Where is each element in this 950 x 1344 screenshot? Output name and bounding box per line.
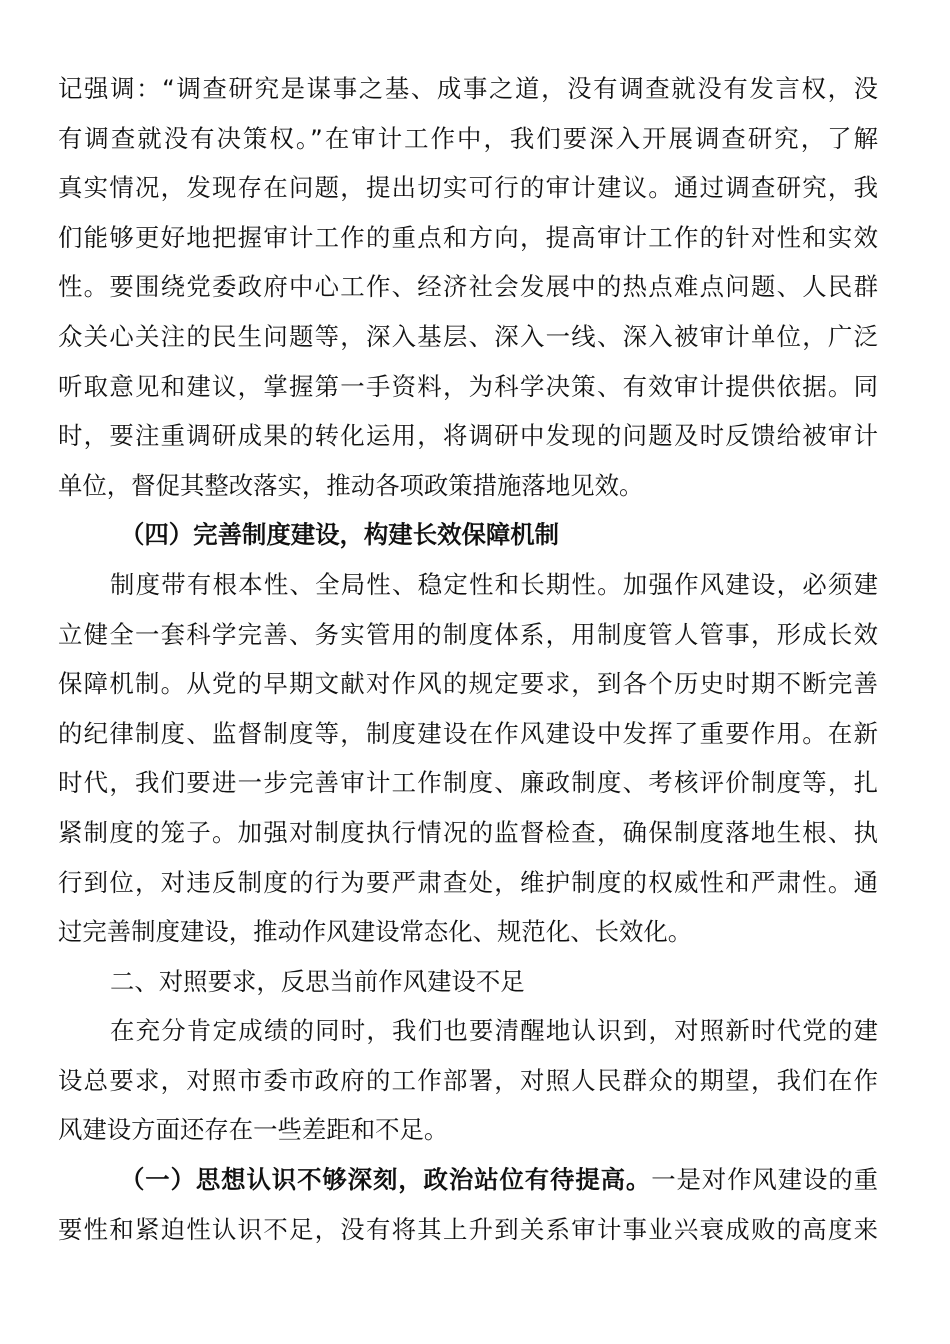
- text-line: 风建设方面还存在一些差距和不足。: [58, 1115, 449, 1145]
- text-line: 记强调：“调查研究是谋事之基、成事之道，没有调查就没有发言权，没: [58, 74, 878, 103]
- section-heading-4: （四）完善制度建设，构建长效保障机制: [120, 520, 560, 550]
- section-2-heading: 二、对照要求，反思当前作风建设不足: [110, 966, 525, 996]
- text-line: 立健全一套科学完善、务实管用的制度体系，用制度管人管事，形成长效: [58, 619, 878, 649]
- subheading-1-bold: （一）思想认识不够深刻，政治站位有待提高。: [120, 1165, 652, 1195]
- text-line: 的纪律制度、监督制度等，制度建设在作风建设中发挥了重要作用。在新: [58, 718, 878, 748]
- text-line: 制度带有根本性、全局性、稳定性和长期性。加强作风建设，必须建: [110, 569, 878, 599]
- text-line: 有调查就没有决策权。”在审计工作中，我们要深入开展调查研究，了解: [58, 123, 878, 153]
- text-line: 听取意见和建议，掌握第一手资料，为科学决策、有效审计提供依据。同: [58, 371, 878, 401]
- text-line: 们能够更好地把握审计工作的重点和方向，提高审计工作的针对性和实效: [58, 222, 878, 252]
- paragraph-investigation: [58, 64, 878, 510]
- subheading-1-rest: 一是对作风建设的重: [651, 1165, 878, 1195]
- text-line: 要性和紧迫性认识不足，没有将其上升到关系审计事业兴衰成败的高度来: [58, 1214, 878, 1244]
- paragraph-institution: [58, 560, 878, 957]
- document-page: [58, 64, 878, 1254]
- paragraph-ideology: [58, 1205, 878, 1255]
- text-line: 性。要围绕党委政府中心工作、经济社会发展中的热点难点问题、人民群: [58, 272, 878, 302]
- text-line: 紧制度的笼子。加强对制度执行情况的监督检查，确保制度落地生根、执: [58, 817, 878, 847]
- text-line: 过完善制度建设，推动作风建设常态化、规范化、长效化。: [58, 917, 693, 947]
- text-line: 时，要注重调研成果的转化运用，将调研中发现的问题及时反馈给被审计: [58, 421, 878, 451]
- text-line: 行到位，对违反制度的行为要严肃查处，维护制度的权威性和严肃性。通: [58, 867, 878, 897]
- text-line: 众关心关注的民生问题等，深入基层、深入一线、深入被审计单位，广泛: [58, 321, 878, 351]
- text-line: 真实情况，发现存在问题，提出切实可行的审计建议。通过调查研究，我: [58, 173, 878, 203]
- text-line: 保障机制。从党的早期文献对作风的规定要求，到各个历史时期不断完善: [58, 669, 878, 699]
- subheading-1-line: [58, 1155, 878, 1205]
- paragraph-shortcomings: [58, 1006, 878, 1155]
- text-line: 设总要求，对照市委市政府的工作部署，对照人民群众的期望，我们在作: [58, 1065, 878, 1095]
- text-line: 时代，我们要进一步完善审计工作制度、廉政制度、考核评价制度等，扎: [58, 768, 878, 798]
- text-line: 在充分肯定成绩的同时，我们也要清醒地认识到，对照新时代党的建: [110, 1016, 878, 1046]
- text-line: 单位，督促其整改落实，推动各项政策措施落地见效。: [58, 470, 644, 500]
